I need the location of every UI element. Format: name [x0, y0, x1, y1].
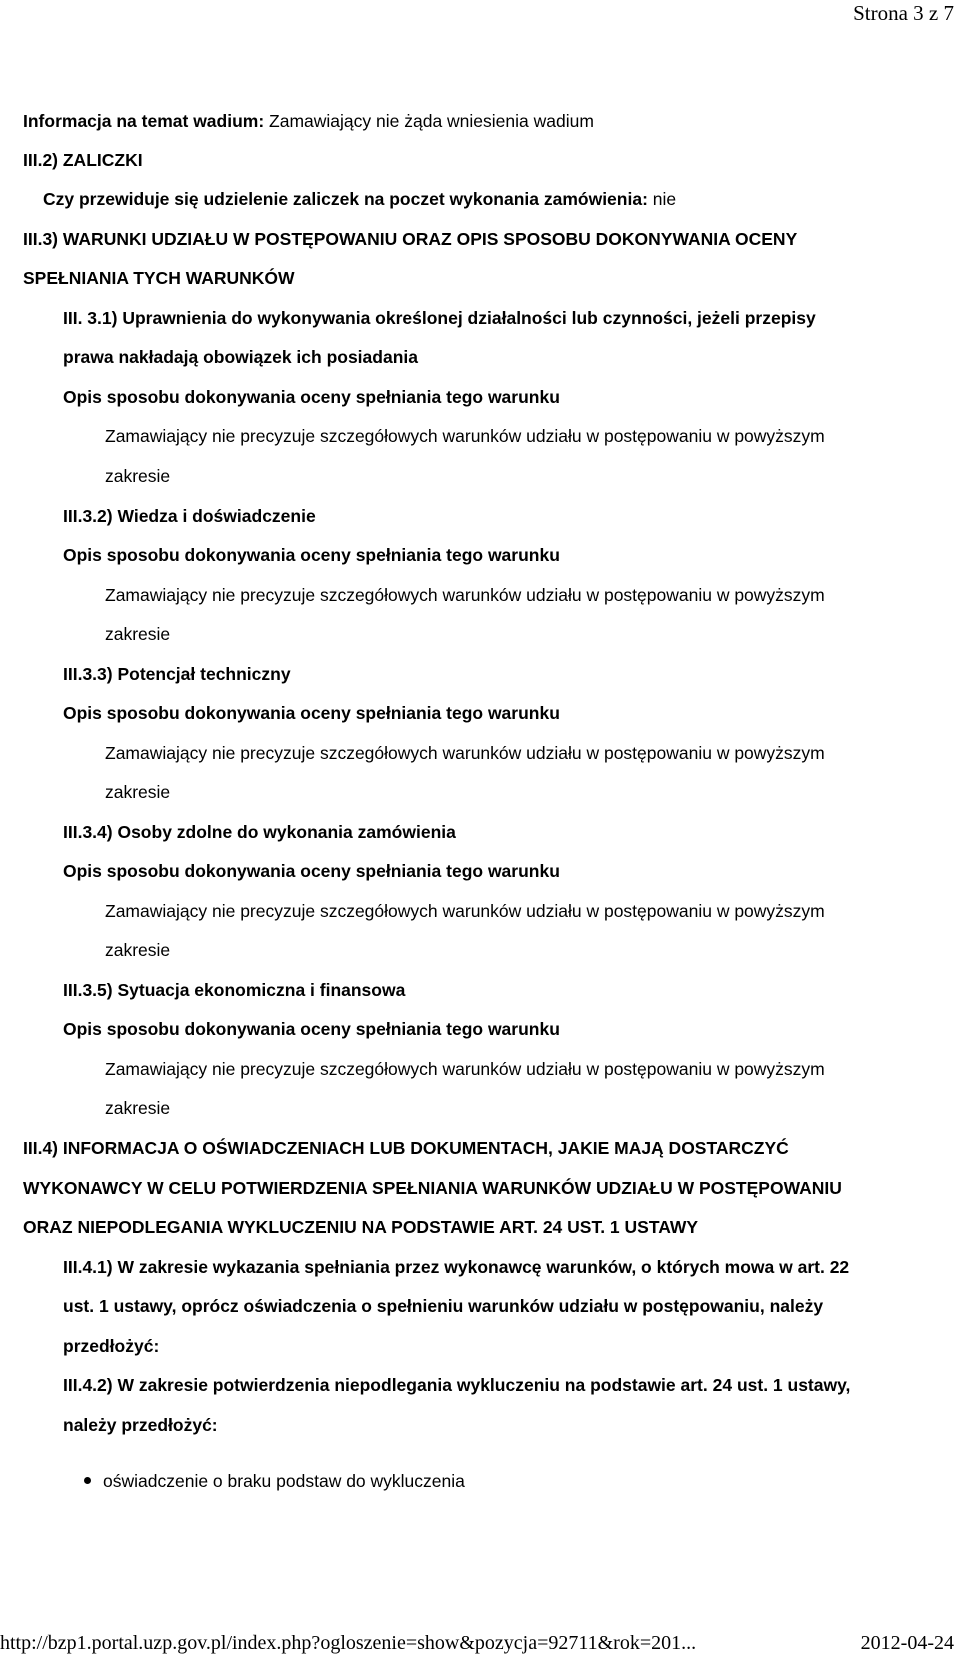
section-3-2-title: III.3.2) Wiedza i doświadczenie	[63, 506, 316, 526]
wadium-value: Zamawiający nie żąda wniesienia wadium	[269, 111, 594, 131]
warunki-heading-line1: III.3) WARUNKI UDZIAŁU W POSTĘPOWANIU ORAZ OPIS SPOSOBU DOKONYWANIA OCENY	[23, 229, 798, 249]
section-3-3-text-line2: zakresie	[105, 782, 171, 802]
section-3-1-opis: Opis sposobu dokonywania oceny spełniania tego warunku	[63, 387, 560, 407]
informacja-heading-line1: III.4) INFORMACJA O OŚWIADCZENIACH LUB DOKUMENTACH, JAKIE MAJĄ DOSTARCZYĆ	[23, 1138, 789, 1158]
bullet-dot-icon	[84, 1477, 91, 1484]
section-3-3-text-line1: Zamawiający nie precyzuje szczegółowych warunków udziału w postępowaniu w powyższym	[105, 743, 825, 763]
bullet-item: oświadczenie o braku podstaw do wykluczenia	[103, 1471, 465, 1491]
informacja-heading-line3: ORAZ NIEPODLEGANIA WYKLUCZENIU NA PODSTAWIE ART. 24 UST. 1 USTAWY	[23, 1217, 699, 1237]
section-3-5-title: III.3.5) Sytuacja ekonomiczna i finansowa	[63, 980, 406, 1000]
section-3-1-text-line2: zakresie	[105, 466, 171, 486]
section-3-2-opis: Opis sposobu dokonywania oceny spełniania tego warunku	[63, 545, 560, 565]
footer-url: http://bzp1.portal.uzp.gov.pl/index.php?ogloszenie=show&pozycja=92711&rok=201...	[0, 1632, 697, 1654]
p41-line2: ust. 1 ustawy, oprócz oświadczenia o spełnieniu warunków udziału w postępowaniu, należy	[63, 1296, 824, 1316]
section-3-3-opis: Opis sposobu dokonywania oceny spełniania tego warunku	[63, 703, 560, 723]
wadium-line	[23, 111, 594, 131]
section-3-2-text-line1: Zamawiający nie precyzuje szczegółowych warunków udziału w postępowaniu w powyższym	[105, 585, 825, 605]
zaliczki-question: Czy przewiduje się udzielenie zaliczek na poczet wykonania zamówienia:	[43, 189, 648, 209]
warunki-heading-line2: SPEŁNIANIA TYCH WARUNKÓW	[23, 268, 295, 288]
section-3-1-title-line2: prawa nakładają obowiązek ich posiadania	[63, 347, 418, 367]
p41-line3: przedłożyć:	[63, 1336, 160, 1356]
section-3-1-title-line1: III. 3.1) Uprawnienia do wykonywania określonej działalności lub czynności, jeżeli przepisy	[63, 308, 816, 328]
zaliczki-question-line	[43, 189, 676, 209]
wadium-label: Informacja na temat wadium:	[23, 111, 265, 131]
informacja-heading-line2: WYKONAWCY W CELU POTWIERDZENIA SPEŁNIANIA WARUNKÓW UDZIAŁU W POSTĘPOWANIU	[23, 1178, 842, 1198]
p42-line1: III.4.2) W zakresie potwierdzenia niepodlegania wykluczeniu na podstawie art. 24 ust. 1 ustawy,	[63, 1375, 851, 1395]
section-3-3-title: III.3.3) Potencjał techniczny	[63, 664, 291, 684]
section-3-5-text-line1: Zamawiający nie precyzuje szczegółowych warunków udziału w postępowaniu w powyższym	[105, 1059, 825, 1079]
section-3-2-text-line2: zakresie	[105, 624, 171, 644]
section-3-4-text-line2: zakresie	[105, 940, 171, 960]
section-3-4-text-line1: Zamawiający nie precyzuje szczegółowych warunków udziału w postępowaniu w powyższym	[105, 901, 825, 921]
zaliczki-heading: III.2) ZALICZKI	[23, 150, 143, 170]
p42-line2: należy przedłożyć:	[63, 1415, 218, 1435]
section-3-4-opis: Opis sposobu dokonywania oceny spełniania tego warunku	[63, 861, 560, 881]
footer-date: 2012-04-24	[860, 1632, 954, 1654]
zaliczki-answer: nie	[652, 189, 677, 209]
p41-line1: III.4.1) W zakresie wykazania spełniania przez wykonawcę warunków, o których mowa w art. 22	[63, 1257, 850, 1277]
section-3-5-opis: Opis sposobu dokonywania oceny spełniania tego warunku	[63, 1019, 560, 1039]
section-3-4-title: III.3.4) Osoby zdolne do wykonania zamówienia	[63, 822, 456, 842]
section-3-1-text-line1: Zamawiający nie precyzuje szczegółowych warunków udziału w postępowaniu w powyższym	[105, 426, 825, 446]
section-3-5-text-line2: zakresie	[105, 1098, 171, 1118]
page-number: Strona 3 z 7	[853, 1, 954, 25]
